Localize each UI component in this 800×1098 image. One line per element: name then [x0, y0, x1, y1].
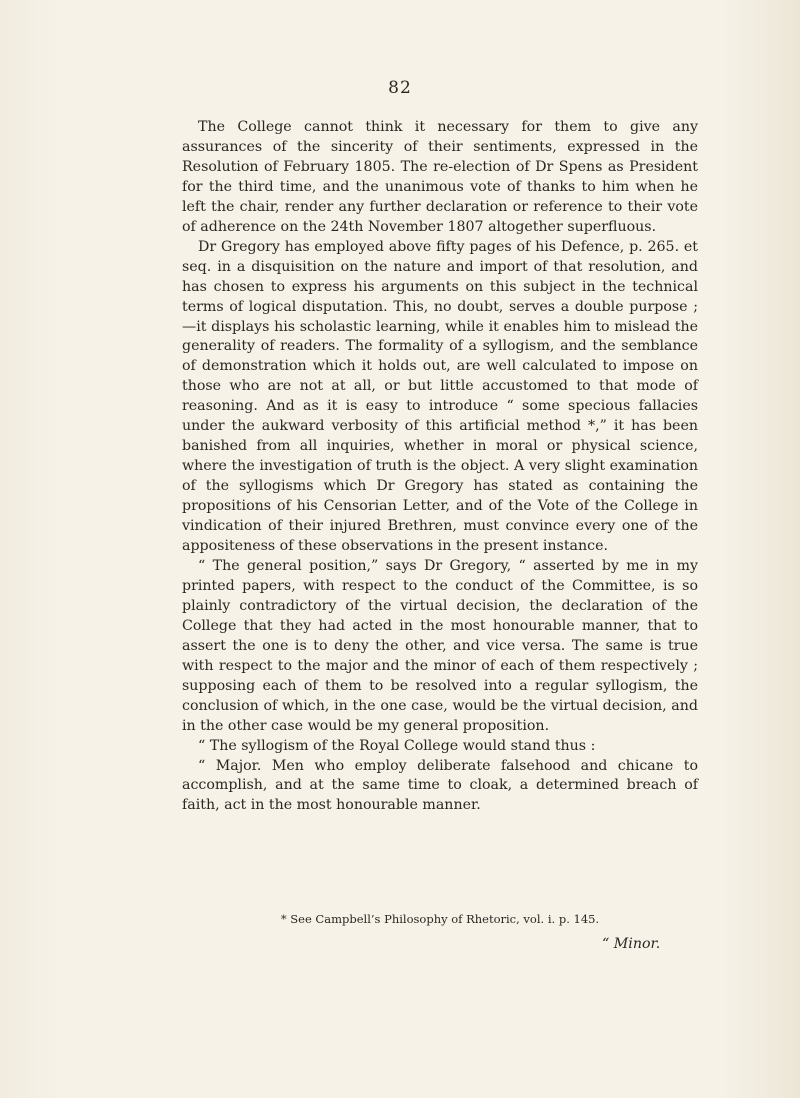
paragraph: The College cannot think it necessary for them to give any assurances of the sincerity of their sentiments, expressed in the Resolution of February 1805. The re-election of Dr Spens as President for the third time, and the unanimous vote of thanks to him when he left the chair, render any further declaration or reference to their vote of adherence on the 24th November 1807 altogether superfluous.: [182, 119, 698, 235]
paragraph: Dr Gregory has employed above fifty pages of his Defence, p. 265. et seq. in a disquisition on the nature and import of that resolution, and has chosen to express his arguments on this subject in the technical terms of logical disputation. This, no doubt, serves a double purpose ;—it displays his scholastic learning, while it enables him to mislead the generality of readers. The formality of a syllogism, and the semblance of demonstration which it holds out, are well calculated to impose on those who are not at all, or but little accustomed to that mode of reasoning. And as it is easy to introduce “ some specious fallacies under the aukward verbosity of this artificial method *,” it has been banished from all inquiries, whether in moral or physical science, where the investigation of truth is the object. A very slight examination of the syllogisms which Dr Gregory has stated as containing the propositions of his Censorian Letter, and of the Vote of the College in vindication of their injured Brethren, must convince every one of the appositeness of these observations in the present instance.: [182, 238, 698, 555]
body-text: [182, 118, 698, 816]
footnote: * See Campbell’s Philosophy of Rhetoric, vol. i. p. 145.: [280, 912, 600, 926]
paragraph: “ The general position,” says Dr Gregory, “ asserted by me in my printed papers, with respect to the conduct of the Committee, is so plainly contradictory of the virtual decision, the declaration of the College that they had acted in the most honourable manner, that to assert the one is to deny the other, and vice versa. The same is true with respect to the major and the minor of each of them respectively ; supposing each of them to be resolved into a regular syllogism, the conclusion of which, in the one case, would be the virtual decision, and in the other case would be my general proposition.: [182, 557, 698, 734]
catchword: “ Minor.: [602, 936, 661, 952]
paragraph: “ The syllogism of the Royal College would stand thus :: [198, 737, 596, 754]
page-number: 82: [388, 78, 412, 98]
paragraph: “ Major. Men who employ deliberate falsehood and chicane to accomplish, and at the same time to cloak, a determined breach of faith, act in the most honourable manner.: [182, 757, 698, 814]
